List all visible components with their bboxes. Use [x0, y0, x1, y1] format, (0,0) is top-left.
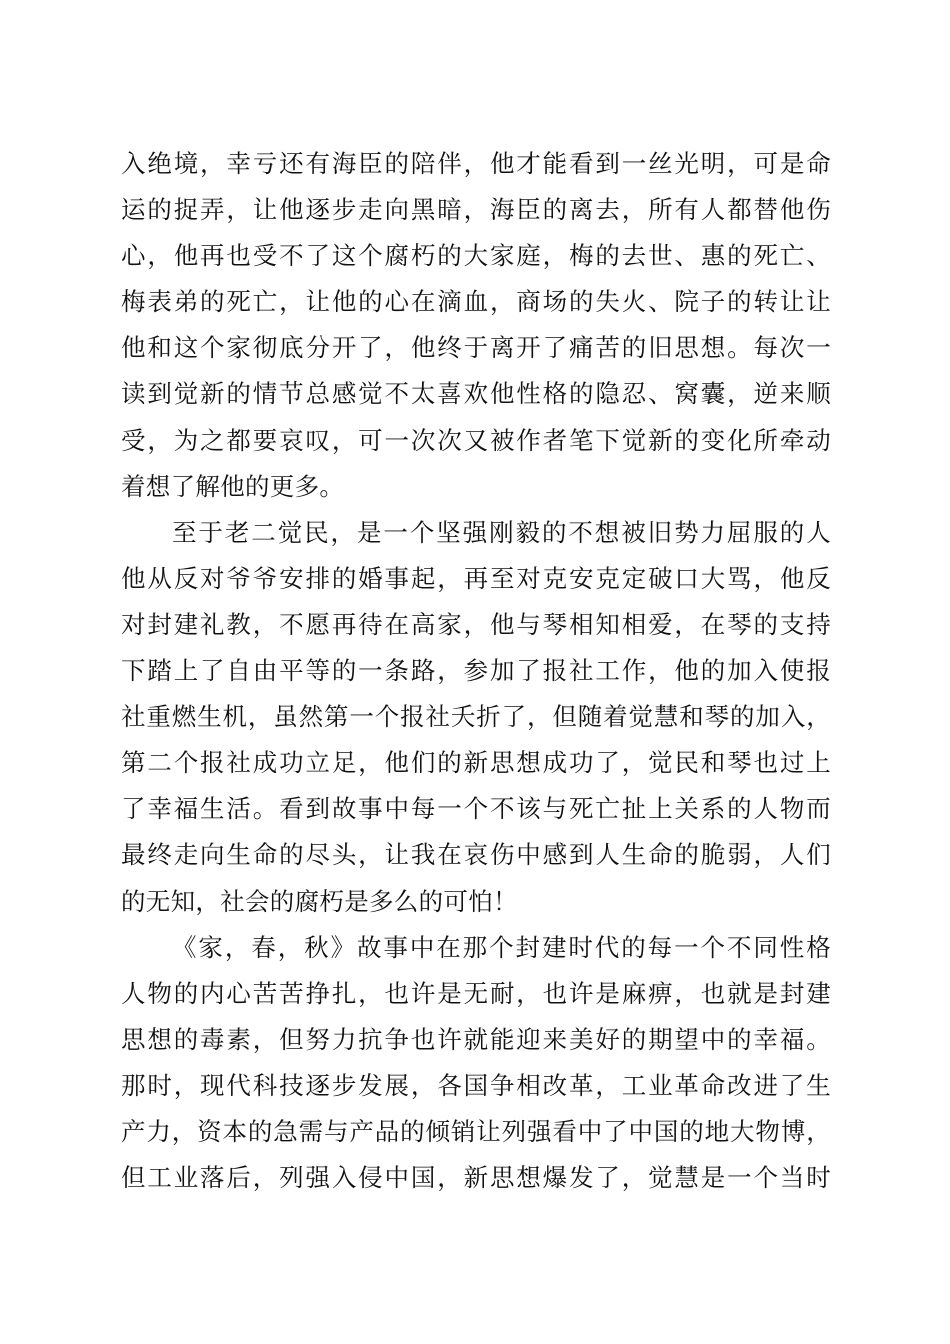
text-line: 产力，资本的急需与产品的倾销让列强看中了中国的地大物博，	[121, 1116, 831, 1146]
text-line: 受，为之都要哀叹，可一次次又被作者笔下觉新的变化所牵动	[121, 425, 831, 455]
text-line: 的无知，社会的腐朽是多么的可怕！	[121, 886, 518, 916]
text-line: 了幸福生活。看到故事中每一个不该与死亡扯上关系的人物而	[121, 794, 831, 824]
text-line: 对封建礼教，不愿再待在高家，他与琴相知相爱，在琴的支持	[121, 609, 831, 639]
text-line: 下踏上了自由平等的一条路，参加了报社工作，他的加入使报	[121, 656, 831, 686]
text-line: 至于老二觉民，是一个坚强刚毅的不想被旧势力屈服的人	[172, 517, 831, 547]
text-line: 心，他再也受不了这个腐朽的大家庭，梅的去世、惠的死亡、	[121, 241, 831, 271]
text-line: 社重燃生机，虽然第一个报社夭折了，但随着觉慧和琴的加入，	[121, 702, 831, 732]
text-line: 思想的毒素，但努力抗争也许就能迎来美好的期望中的幸福。	[121, 1024, 831, 1054]
text-line: 《家，春，秋》故事中在那个封建时代的每一个不同性格	[172, 932, 831, 962]
text-line: 他从反对爷爷安排的婚事起，再至对克安克定破口大骂，他反	[121, 563, 831, 593]
text-line: 他和这个家彻底分开了，他终于离开了痛苦的旧思想。每次一	[121, 333, 831, 363]
paragraph-1	[121, 141, 831, 510]
text-line: 但工业落后，列强入侵中国，新思想爆发了，觉慧是一个当时	[121, 1163, 831, 1193]
text-line: 第二个报社成功立足，他们的新思想成功了，觉民和琴也过上	[121, 748, 831, 778]
text-line: 读到觉新的情节总感觉不太喜欢他性格的隐忍、窝囊，逆来顺	[121, 379, 831, 409]
text-line: 着想了解他的更多。	[121, 471, 345, 501]
body-text	[121, 141, 831, 1201]
text-line: 最终走向生命的尽头，让我在哀伤中感到人生命的脆弱，人们	[121, 840, 831, 870]
text-line: 那时，现代科技逐步发展，各国争相改革，工业革命改进了生	[121, 1070, 831, 1100]
text-line: 梅表弟的死亡，让他的心在滴血，商场的失火、院子的转让让	[121, 287, 831, 317]
paragraph-2	[121, 510, 831, 925]
text-line: 入绝境，幸亏还有海臣的陪伴，他才能看到一丝光明，可是命	[121, 149, 831, 178]
paragraph-3	[121, 925, 831, 1202]
text-line: 人物的内心苦苦挣扎，也许是无耐，也许是麻痹，也就是封建	[121, 978, 831, 1008]
text-line: 运的捉弄，让他逐步走向黑暗，海臣的离去，所有人都替他伤	[121, 195, 831, 225]
